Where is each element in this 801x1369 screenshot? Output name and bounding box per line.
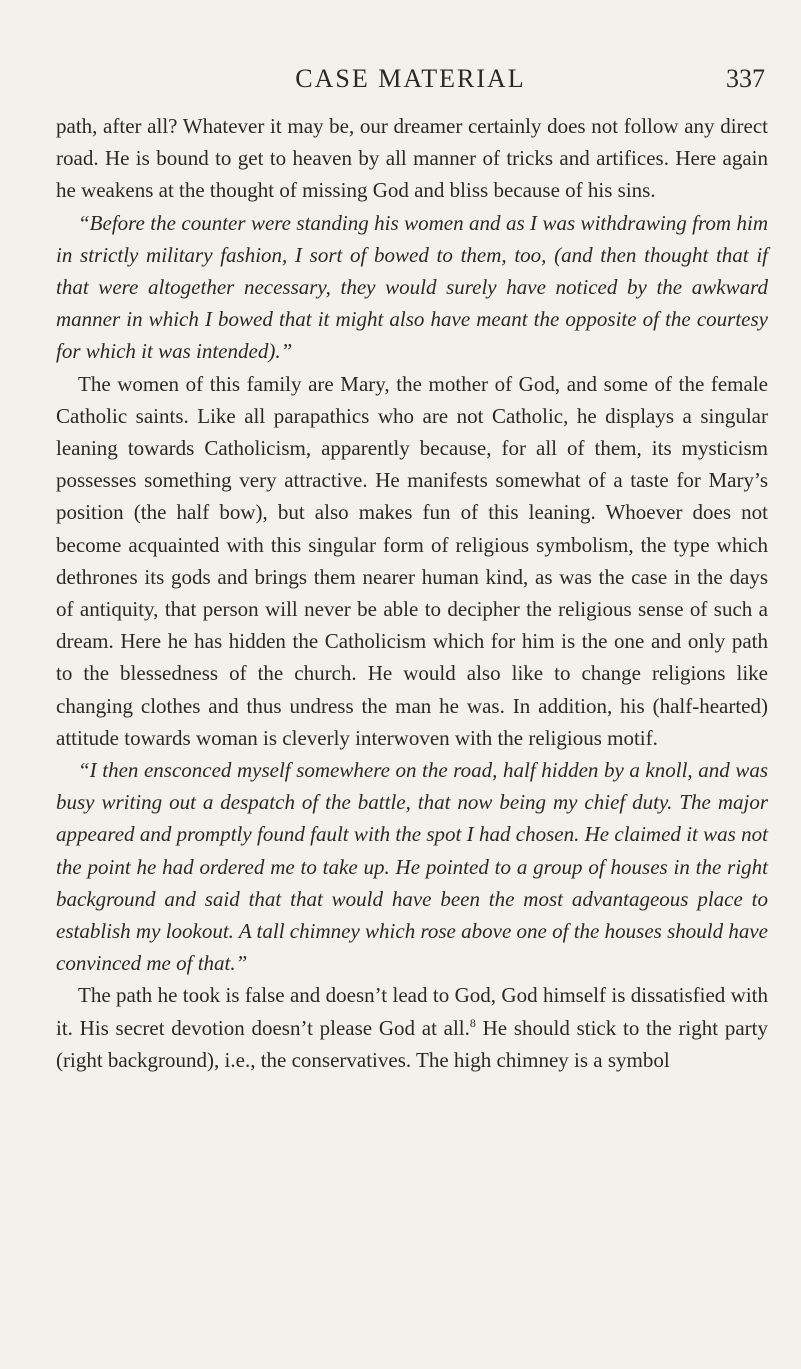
paragraph-interpretation: The women of this family are Mary, the mother of God, and some of the female Catholic saints. Like all parapathics who are not Catholic, he displays a singular leaning towards Catholicism, apparently because, for all of them, its mysticism possesses something very attractive. He manifests somewhat of a taste for Mary’s position (the half bow), but also makes fun of this leaning. Whoever does not become acquainted with this singular form of religious symbolism, the type which dethrones its gods and brings them nearer human kind, as was the case in the days of antiquity, that person will never be able to decipher the religious sense of such a dream. Here he has hidden the Catholicism which for him is the one and only path to the blessedness of the church. He would also like to change religions like changing clothes and thus undress the man he was. In addition, his (half-hearted) attitude towards woman is cleverly interwoven with the religious motif. [56,371,768,750]
running-head [56,62,765,96]
page-number: 337 [726,64,765,93]
footnote-reference[interactable]: 8 [469,1015,476,1030]
final-text-after-note: He should stick to the right party (right background), i.e., the conservatives. The high chimney is a symbol [56,1015,768,1072]
paragraph-continuation: path, after all? Whatever it may be, our dreamer certainly does not follow any direct road. He is bound to get to heaven by all manner of tricks and artifices. Here again he weakens at the thought of missing God and bliss because of his sins. [56,114,768,203]
dream-quote-1: “Before the counter were standing his women and as I was withdrawing from him in strictly military fashion, I sort of bowed to them, too, (and then thought that if that were altogether necessary, they would surely have noticed by the awkward manner in which I bowed that it might also have meant the opposite of the courtesy for which it was intended).” [56,210,768,364]
paragraph-final [56,979,768,1076]
body-text [56,110,768,1076]
dream-quote-2: “I then ensconced myself somewhere on the road, half hidden by a knoll, and was busy writing out a despatch of the battle, that now being my chief duty. The major appeared and promptly found fault with the spot I had chosen. He claimed it was not the point he had ordered me to take up. He pointed to a group of houses in the right background and said that that would have been the most advantageous place to establish my lookout. A tall chimney which rose above one of the houses should have convinced me of that.” [56,758,768,976]
running-title: CASE MATERIAL [295,64,526,93]
final-text-before-note: The path he took is false and doesn’t lead to God, God himself is dissatisfied with it. His secret devotion doesn’t please God at all. [56,983,768,1040]
